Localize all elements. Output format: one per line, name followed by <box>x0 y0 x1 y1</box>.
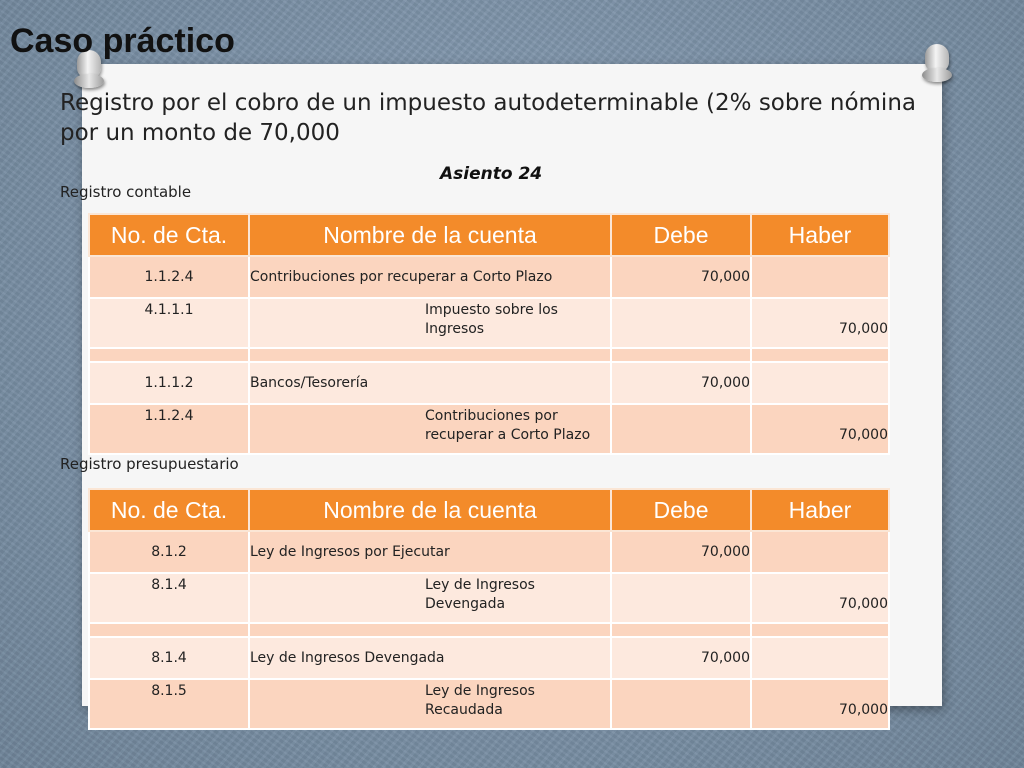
column-header: Nombre de la cuenta <box>249 214 611 256</box>
cell-nombre: Ley de Ingresos Recaudada <box>249 679 611 729</box>
cell-cta: 1.1.1.2 <box>89 362 249 404</box>
column-header: No. de Cta. <box>89 489 249 531</box>
cell-nombre <box>249 623 611 637</box>
table-row <box>89 256 889 298</box>
cell-cta <box>89 348 249 362</box>
asiento-label: Asiento 24 <box>440 164 543 184</box>
cell-debe: 70,000 <box>611 531 751 573</box>
cell-debe <box>611 623 751 637</box>
cell-haber <box>751 623 889 637</box>
table-row-spacer <box>89 348 889 362</box>
table-row <box>89 573 889 623</box>
cell-nombre: Ley de Ingresos Devengada <box>249 573 611 623</box>
table-header-row <box>89 214 889 256</box>
column-header: Debe <box>611 214 751 256</box>
cell-haber <box>751 348 889 362</box>
registro-contable-label: Registro contable <box>60 183 192 201</box>
cell-haber <box>751 256 889 298</box>
cell-cta: 1.1.2.4 <box>89 404 249 454</box>
cell-haber: 70,000 <box>751 298 889 348</box>
cell-nombre: Ley de Ingresos por Ejecutar <box>249 531 611 573</box>
cell-debe <box>611 348 751 362</box>
registro-presupuestario-table <box>88 488 890 730</box>
column-header: Nombre de la cuenta <box>249 489 611 531</box>
cell-nombre <box>249 348 611 362</box>
registro-presupuestario-label: Registro presupuestario <box>60 455 239 473</box>
column-header: Debe <box>611 489 751 531</box>
column-header: Haber <box>751 489 889 531</box>
cell-cta: 8.1.5 <box>89 679 249 729</box>
cell-debe <box>611 404 751 454</box>
cell-nombre: Ley de Ingresos Devengada <box>249 637 611 679</box>
pushpin-icon <box>922 44 952 86</box>
cell-nombre: Contribuciones por recuperar a Corto Plazo <box>249 404 611 454</box>
table-row <box>89 404 889 454</box>
cell-debe: 70,000 <box>611 256 751 298</box>
cell-debe: 70,000 <box>611 362 751 404</box>
column-header: No. de Cta. <box>89 214 249 256</box>
cell-haber <box>751 531 889 573</box>
cell-nombre: Impuesto sobre los Ingresos <box>249 298 611 348</box>
cell-cta: 8.1.4 <box>89 637 249 679</box>
cell-nombre: Bancos/Tesorería <box>249 362 611 404</box>
cell-debe <box>611 298 751 348</box>
table-row <box>89 679 889 729</box>
column-header: Haber <box>751 214 889 256</box>
cell-debe <box>611 573 751 623</box>
cell-haber <box>751 637 889 679</box>
cell-haber: 70,000 <box>751 573 889 623</box>
table-row-spacer <box>89 623 889 637</box>
cell-cta: 8.1.2 <box>89 531 249 573</box>
slide-title: Caso práctico <box>10 22 235 60</box>
cell-debe: 70,000 <box>611 637 751 679</box>
table-header-row <box>89 489 889 531</box>
cell-cta: 1.1.2.4 <box>89 256 249 298</box>
cell-cta <box>89 623 249 637</box>
cell-cta: 4.1.1.1 <box>89 298 249 348</box>
cell-debe <box>611 679 751 729</box>
table-row <box>89 531 889 573</box>
cell-haber: 70,000 <box>751 404 889 454</box>
table-row <box>89 637 889 679</box>
cell-haber <box>751 362 889 404</box>
table-row <box>89 362 889 404</box>
registro-contable-table <box>88 213 890 455</box>
cell-haber: 70,000 <box>751 679 889 729</box>
cell-nombre: Contribuciones por recuperar a Corto Plazo <box>249 256 611 298</box>
slide-subtitle: Registro por el cobro de un impuesto autodeterminable (2% sobre nómina por un monto de 70,000 <box>60 90 916 146</box>
table-row <box>89 298 889 348</box>
cell-cta: 8.1.4 <box>89 573 249 623</box>
